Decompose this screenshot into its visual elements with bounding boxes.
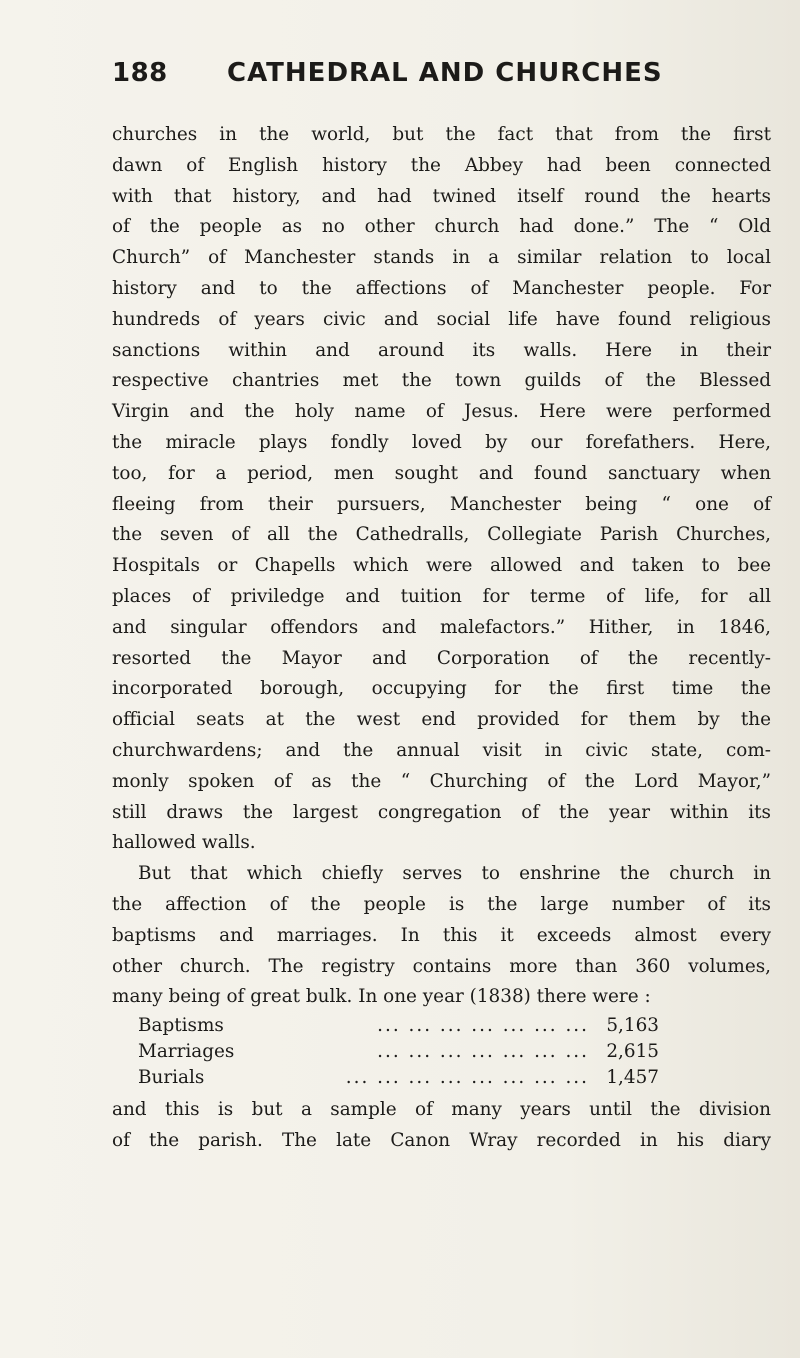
text-line: Hospitals or Chapells which were allowed and taken to bee	[112, 555, 771, 577]
text-line: of the people as no other church had done.” The “ Old	[112, 216, 771, 238]
table-row	[138, 1065, 659, 1091]
text-line: too, for a period, men sought and found sanctuary when	[112, 462, 771, 484]
text-line: hundreds of years civic and social life have found religious	[112, 308, 771, 330]
text-line: dawn of English history the Abbey had been connected	[112, 154, 771, 176]
text-line: the affection of the people is the large number of its	[112, 893, 771, 915]
text-line: sanctions within and around its walls. Here in their	[112, 339, 771, 361]
page-number: 188	[112, 58, 168, 88]
text-line: resorted the Mayor and Corporation of the recently-	[112, 647, 771, 669]
text-line: incorporated borough, occupying for the first time the	[112, 678, 771, 700]
text-line: monly spoken of as the “ Churching of the Lord Mayor,”	[112, 770, 771, 792]
text-line: the seven of all the Cathedralls, Collegiate Parish Churches,	[112, 524, 771, 546]
table-row	[138, 1013, 659, 1039]
running-head-title: CATHEDRAL AND CHURCHES	[227, 58, 663, 88]
text-line: other church. The registry contains more than 360 volumes,	[112, 955, 771, 977]
row-label: Burials	[138, 1067, 205, 1089]
row-value: 1,457	[606, 1067, 659, 1089]
text-line: hallowed walls.	[112, 832, 256, 854]
table-row	[138, 1039, 659, 1065]
text-line: the miracle plays fondly loved by our forefathers. Here,	[112, 431, 771, 453]
text-line: still draws the largest congregation of the year within its	[112, 801, 771, 823]
leader-dots: ... ... ... ... ... ... ...	[377, 1015, 589, 1037]
text-line: and singular offendors and malefactors.” Hither, in 1846,	[112, 616, 771, 638]
text-line: many being of great bulk. In one year (1838) there were :	[112, 986, 651, 1008]
text-line: baptisms and marriages. In this it exceeds almost every	[112, 924, 771, 946]
text-line: fleeing from their pursuers, Manchester being “ one of	[112, 493, 771, 515]
leader-dots: ... ... ... ... ... ... ... ...	[345, 1067, 589, 1089]
text-line: of the parish. The late Canon Wray recorded in his diary	[112, 1129, 771, 1151]
text-line: places of priviledge and tuition for terme of life, for all	[112, 585, 771, 607]
text-line: and this is but a sample of many years until the division	[112, 1099, 771, 1121]
paragraph-3	[112, 1095, 771, 1157]
text-line: Virgin and the holy name of Jesus. Here were performed	[112, 401, 771, 423]
text-line: official seats at the west end provided for them by the	[112, 709, 771, 731]
leader-dots: ... ... ... ... ... ... ...	[377, 1041, 589, 1063]
row-label: Marriages	[138, 1041, 235, 1063]
paragraph-1	[112, 120, 771, 859]
row-label: Baptisms	[138, 1015, 224, 1037]
register-table	[138, 1013, 659, 1091]
text-line: with that history, and had twined itself round the hearts	[112, 185, 771, 207]
body-text	[112, 120, 771, 1157]
text-line: But that which chiefly serves to enshrine the church in	[138, 863, 771, 885]
paragraph-2	[112, 859, 771, 1013]
text-line: churchwardens; and the annual visit in civic state, com-	[112, 739, 771, 761]
text-line: churches in the world, but the fact that from the first	[112, 124, 771, 145]
text-line: Church” of Manchester stands in a similar relation to local	[112, 247, 771, 269]
text-line: respective chantries met the town guilds of the Blessed	[112, 370, 771, 392]
page-header	[112, 58, 772, 98]
text-line: history and to the affections of Manchester people. For	[112, 277, 771, 299]
row-value: 5,163	[606, 1015, 659, 1037]
row-value: 2,615	[606, 1041, 659, 1063]
